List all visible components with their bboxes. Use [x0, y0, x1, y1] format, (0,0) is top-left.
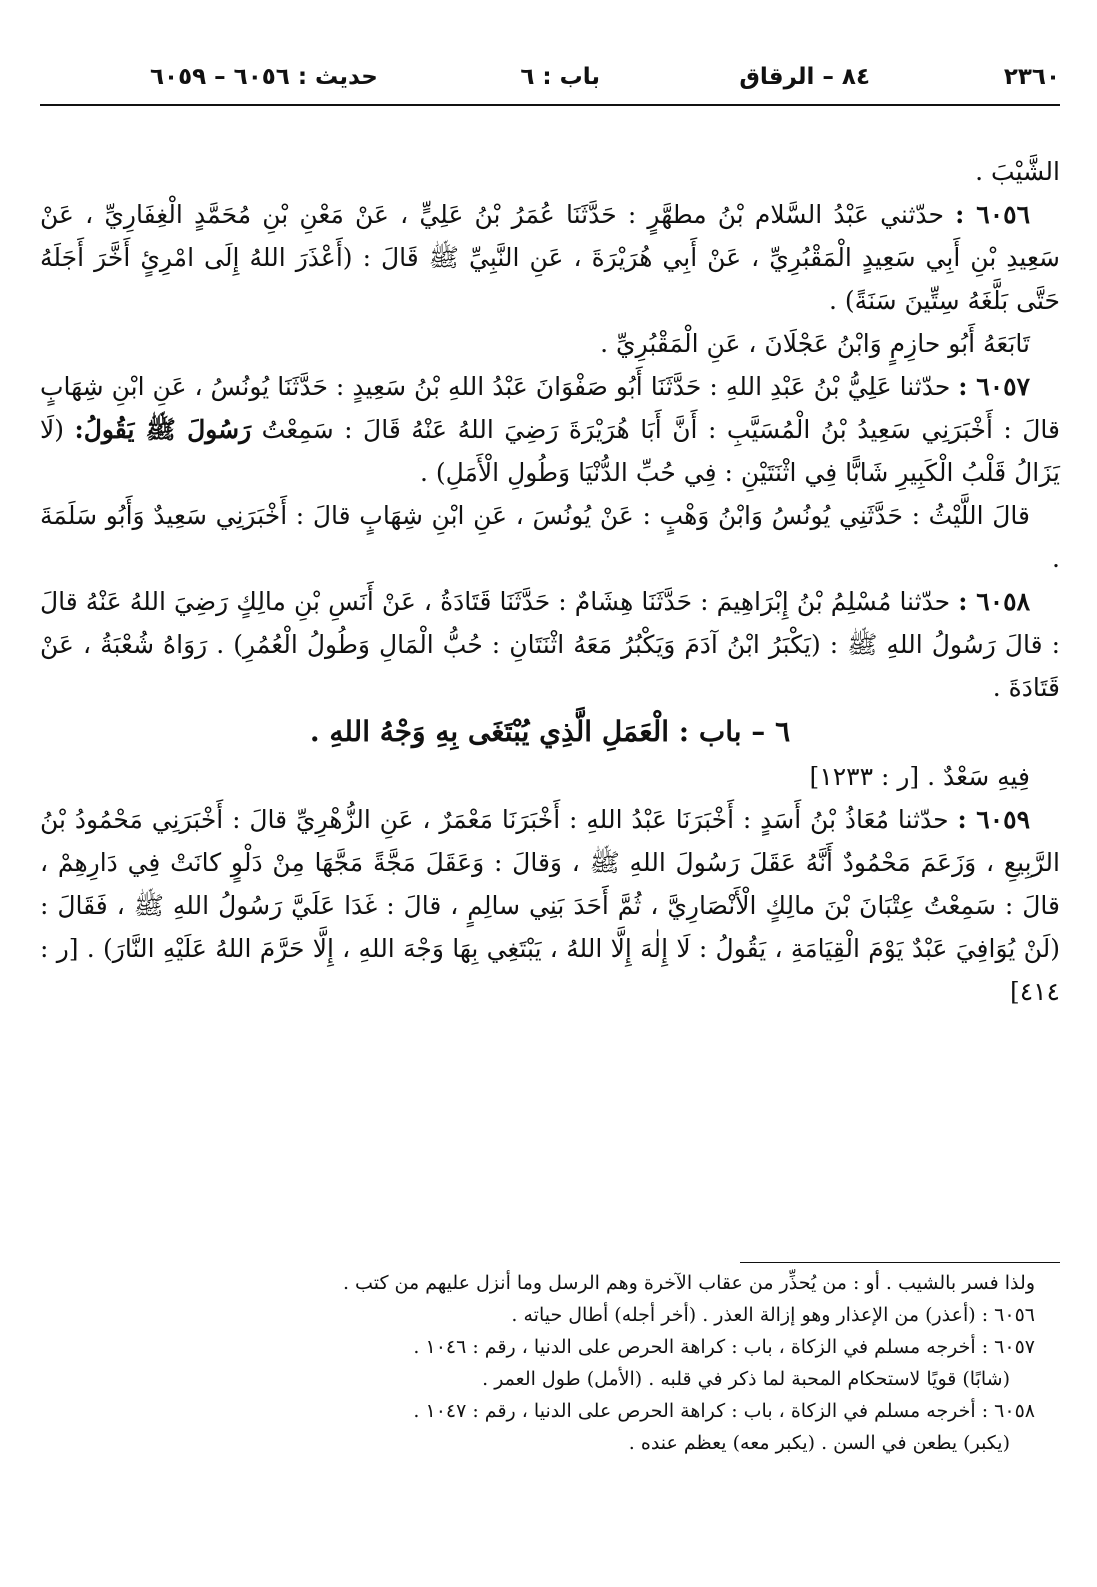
hadith-6057: [40, 365, 1060, 494]
hadith-number: ٦٠٥٩ :: [957, 805, 1030, 834]
hadith-6058: [40, 580, 1060, 709]
footnote-item: ولذا فسر بالشيب . أو : من يُحذِّر من عقاب الآخرة وهم الرسل وما أنزل عليهم من كتب .: [342, 1272, 1035, 1294]
hadith-bold-phrase: رَسُولَ ﷺ يَقُولُ:: [74, 415, 252, 444]
header-divider: [40, 104, 1060, 106]
book-page: [40, 0, 1060, 1587]
hadith-quote: (لَا يَزَالُ قَلْبُ الْكَبِيرِ شَابًّا فِي اثْنَتَيْنِ : فِي حُبِّ الدُّنْيَا وَطُولِ الْأَمَلِ) .: [40, 415, 1060, 487]
footnote-item: (شابًا) قويًا لاستحكام المحبة لما ذكر في قلبه . (الأمل) طول العمر .: [482, 1368, 1010, 1390]
hadith-text: حدّثنا مُسْلِمُ بْنُ إِبْرَاهِيمَ : حَدَّثَنَا هِشَامٌ : حَدَّثَنَا قَتَادَةُ ، عَنْ أَنَسِ بْنِ مالِكٍ رَضِيَ اللهُ عَنْهُ قالَ : قالَ رَسُولُ اللهِ ﷺ : (يَكْبَرُ ابْنُ آدَمَ وَيَكْبُرُ مَعَهُ اثْنَتَانِ : حُبُّ الْمَالِ وَطُولُ الْعُمُرِ) . رَوَاهُ شُعْبَةُ ، عَنْ قَتَادَةَ .: [40, 587, 1060, 702]
footnote-item: ٦٠٥٨ : أخرجه مسلم في الزكاة ، باب : كراهة الحرص على الدنيا ، رقم : ١٠٤٧ .: [413, 1400, 1035, 1422]
chapter-title: ٦ – باب : الْعَمَلِ الَّذِي يُبْتَغَى بِهِ وَجْهُ اللهِ .: [309, 715, 791, 748]
footnote-item: (يكبر) يطعن في السن . (يكبر معه) يعظم عنده .: [628, 1432, 1010, 1454]
hadith-number: ٦٠٥٧ :: [958, 372, 1030, 401]
page-number: ٢٣٦٠: [1003, 64, 1060, 90]
footnote-divider: [740, 1262, 1060, 1263]
hadith-6056-followup: تَابَعَهُ أَبُو حازِمٍ وَابْنُ عَجْلَانَ ، عَنِ الْمَقْبُرِيِّ .: [600, 329, 1030, 358]
chapter-label: باب : ٦: [520, 64, 600, 90]
hadith-range: حديث : ٦٠٥٦ – ٦٠٥٩: [150, 64, 378, 90]
hadith-number: ٦٠٥٨ :: [958, 587, 1030, 616]
hadith-number: ٦٠٥٦ :: [955, 200, 1030, 229]
hadith-6059: [40, 798, 1060, 1013]
footnote-item: ٦٠٥٦ : (أعذر) من الإعذار وهو إزالة العذر . (أخر أجله) أطال حياته .: [511, 1304, 1035, 1326]
hadith-6057-followup: قالَ اللَّيْثُ : حَدَّثَنِي يُونُسُ وَابْنُ وَهْبٍ : عَنْ يُونُسَ ، عَنِ ابْنِ شِهَابٍ قالَ : أَخْبَرَنِي سَعِيدٌ وَأَبُو سَلَمَةَ .: [40, 501, 1060, 573]
chapter-reference: فِيهِ سَعْدٌ . [ر : ١٢٣٣]: [809, 762, 1030, 791]
running-header: [40, 58, 1060, 98]
main-text: [40, 150, 1060, 1013]
hadith-text: حدّثنا عَلِيُّ بْنُ عَبْدِ اللهِ : حَدَّثَنَا أَبُو صَفْوَانَ عَبْدُ اللهِ بْنُ سَعِيدٍ : حَدَّثَنَا يُونُسُ ، عَنِ ابْنِ شِهَابٍ قالَ : أَخْبَرَنِي سَعِيدُ بْنُ الْمُسَيَّبِ : أَنَّ أَبَا هُرَيْرَةَ رَضِيَ اللهُ عَنْهُ قَالَ : سَمِعْتُ: [40, 372, 1061, 444]
footnotes: [40, 1268, 1060, 1460]
hadith-6056: [40, 193, 1060, 322]
book-title: ٨٤ – الرقاق: [739, 64, 870, 90]
hadith-text: حدّثنا مُعَاذُ بْنُ أَسَدٍ : أَخْبَرَنَا عَبْدُ اللهِ : أَخْبَرَنَا مَعْمَرٌ ، عَنِ الزُّهْرِيِّ قالَ : أَخْبَرَنِي مَحْمُودُ بْنُ الرَّبِيعِ ، وَزَعَمَ مَحْمُودٌ أَنَّهُ عَقَلَ رَسُولَ اللهِ ﷺ ، وَقالَ : وَعَقَلَ مَجَّةً مَجَّهَا مِنْ دَلْوٍ كانَتْ فِي دَارِهِمْ ، قالَ : سَمِعْتُ عِتْبَانَ بْنَ مالِكٍ الْأَنْصَارِيَّ ، ثُمَّ أَحَدَ بَنِي سالِمٍ ، قالَ : غَدَا عَلَيَّ رَسُولُ اللهِ ﷺ ، فَقَالَ : (لَنْ يُوَافِيَ عَبْدٌ يَوْمَ الْقِيَامَةِ ، يَقُولُ : لَا إِلٰهَ إِلَّا اللهُ ، يَبْتَغِي بِهَا وَجْهَ اللهِ ، إِلَّا حَرَّمَ اللهُ عَلَيْهِ النَّارَ) . [ر : ٤١٤]: [40, 805, 1060, 1006]
opening-line: الشَّيْبَ .: [975, 157, 1060, 186]
footnote-item: ٦٠٥٧ : أخرجه مسلم في الزكاة ، باب : كراهة الحرص على الدنيا ، رقم : ١٠٤٦ .: [413, 1336, 1035, 1358]
hadith-text: حدّثني عَبْدُ السَّلام بْنُ مطهَّرٍ : حَدَّثَنَا عُمَرُ بْنُ عَلِيٍّ ، عَنْ مَعْنِ بْنِ مُحَمَّدٍ الْغِفَارِيِّ ، عَنْ سَعِيدِ بْنِ أَبِي سَعِيدٍ الْمَقْبُرِيِّ ، عَنْ أَبِي هُرَيْرَةَ ، عَنِ النَّبِيِّ ﷺ قَالَ : (أَعْذَرَ اللهُ إِلَى امْرِئٍ أَخَّرَ أَجَلَهُ حَتَّى بَلَّغَهُ سِتِّينَ سَنَةً) .: [40, 200, 1060, 315]
